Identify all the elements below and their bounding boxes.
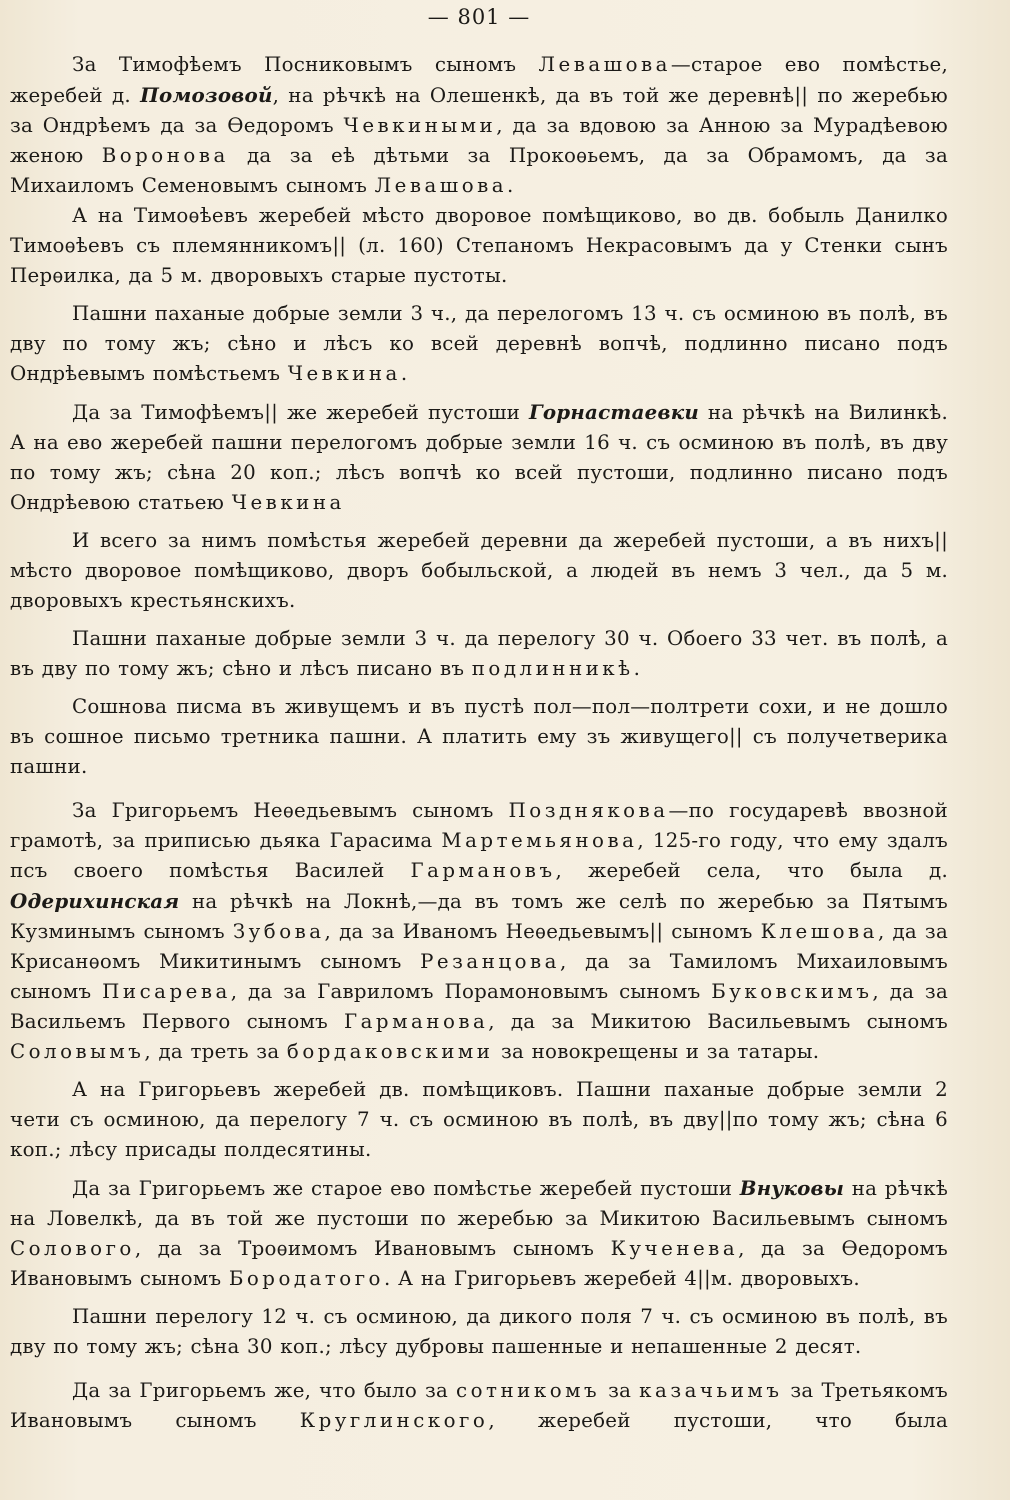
text-run: , да за Крисанѳомъ Микитинымъ сыномъ bbox=[10, 920, 949, 973]
spaced-name: Левашова bbox=[374, 174, 508, 197]
paragraph-gornastaevki bbox=[10, 397, 948, 518]
spaced-name: Солового bbox=[10, 1237, 135, 1260]
place-name: Внуковы bbox=[739, 1176, 845, 1200]
spaced-name: Гармановъ bbox=[410, 859, 556, 882]
text-run: , да за Гавриломъ Порамоновымъ сыномъ bbox=[230, 980, 712, 1003]
spaced-name: Воронова bbox=[101, 144, 229, 167]
spaced-name: Мартемьянова bbox=[441, 829, 638, 852]
spaced-name: Круглинского bbox=[299, 1409, 489, 1432]
spaced-name: подлинникѣ bbox=[471, 657, 634, 680]
text-run: , да за вдовою за Анною за Мурадѣевою женою bbox=[10, 114, 948, 167]
paragraph-posnikov bbox=[10, 50, 948, 201]
spaced-name: Позднякова bbox=[508, 799, 669, 822]
paragraph-pashni-2 bbox=[10, 624, 948, 684]
place-name: Помозовой bbox=[140, 83, 273, 107]
paragraph-dvorovoe-mesto bbox=[10, 201, 948, 291]
spaced-name: Писарева bbox=[102, 980, 231, 1003]
spaced-name: бордаковскими bbox=[286, 1040, 494, 1063]
text-run: , 125-го году, что ему здалъ псъ своего помѣстья Василей bbox=[10, 829, 948, 882]
text-run: Пашни паханые добрые земли 3 ч., да перелогомъ 13 ч. съ осминою въ полѣ, въ дву по тому жъ; сѣно и лѣсъ ко всей деревнѣ вопчѣ, подлинно писано подъ Ондрѣевымъ помѣстьемъ bbox=[10, 302, 948, 385]
page-number: — 801 — bbox=[427, 5, 531, 29]
text-run: Сошнова писма въ живущемъ и въ пустѣ пол—пол—полтрети сохи, и не дошло въ сошное письмо третника пашни. А платить ему зъ живущего|| съ получетверика пашни. bbox=[10, 695, 948, 778]
text-run: за Третьякомъ Ивановымъ сыномъ bbox=[10, 1379, 948, 1432]
paragraph-vsego bbox=[10, 526, 948, 616]
text-run: . А на Григорьевъ жеребей 4||м. дворовыхъ. bbox=[383, 1267, 860, 1290]
text-run: Да за Григорьемъ же старое ево помѣстье жеребей пустоши bbox=[72, 1177, 740, 1200]
text-run: , да за Микитою Васильевымъ сыномъ bbox=[488, 1010, 948, 1033]
spaced-name: Чевкина bbox=[287, 362, 401, 385]
spaced-name: сотникомъ bbox=[456, 1379, 601, 1402]
text-body bbox=[10, 50, 948, 1436]
spaced-name: Чевкиными bbox=[343, 114, 497, 137]
text-run: . bbox=[507, 174, 514, 197]
spaced-name: Буковскимъ bbox=[711, 980, 873, 1003]
text-run: Да за Тимофѣемъ|| же жеребей пустоши bbox=[72, 401, 529, 424]
text-run: на рѣчкѣ на Локнѣ,—да въ томъ же селѣ по жеребью за Пятымъ Кузминымъ сыномъ bbox=[10, 890, 948, 943]
text-run: , жеребей села, что была д. bbox=[555, 859, 948, 882]
text-run: . bbox=[633, 657, 641, 680]
text-run: Пашни паханые добрые земли 3 ч. да перелогу 30 ч. Обоего 33 чет. въ полѣ, а въ дву по тому жъ; сѣно и лѣсъ писано въ bbox=[10, 627, 948, 680]
spaced-name: Клешова bbox=[760, 920, 878, 943]
text-run: Да за Григорьемъ же, что было за bbox=[72, 1379, 457, 1402]
spaced-name: Кученева bbox=[610, 1237, 739, 1260]
text-run: , да за Иваномъ Неѳедьевымъ|| сыномъ bbox=[324, 920, 761, 943]
text-run: Пашни перелогу 12 ч. съ осминою, да дикого поля 7 ч. съ осминою въ полѣ, въ дву по тому жъ; сѣна 30 коп.; лѣсу дубровы пашенные и непашенные 2 десят. bbox=[10, 1305, 948, 1358]
text-run: И всего за нимъ помѣстья жеребей деревни да жеребей пустоши, а въ нихъ|| мѣсто дворовое помѣщиково, дворъ бобыльской, а людей въ немъ 3 чел., да 5 м. дворовыхъ крестьянскихъ. bbox=[10, 529, 948, 612]
text-run: А на Григорьевъ жеребей дв. помѣщиковъ. Пашни паханые добрые земли 2 чети съ осминою, да перелогу 7 ч. съ осминою въ полѣ, въ дву||по тому жъ; сѣна 6 коп.; лѣсу присады полдесятины. bbox=[10, 1078, 948, 1161]
text-run: , да за Троѳимомъ Ивановымъ сыномъ bbox=[134, 1237, 611, 1260]
text-run: За Григорьемъ Неѳедьевымъ сыномъ bbox=[72, 799, 509, 822]
paragraph-soshnova-pisma bbox=[10, 692, 948, 782]
spaced-name: Гарманова bbox=[344, 1010, 489, 1033]
spaced-name: Чевкина bbox=[231, 491, 345, 514]
text-run: . bbox=[400, 362, 408, 385]
spaced-name: Соловымъ bbox=[10, 1040, 145, 1063]
paragraph-sotnik bbox=[10, 1376, 948, 1436]
place-name: Одерихинская bbox=[10, 889, 180, 913]
text-run: за bbox=[600, 1379, 640, 1402]
text-run: за новокрещены и за татары. bbox=[493, 1040, 820, 1063]
text-run: За Тимофѣемъ Посниковымъ сыномъ bbox=[72, 53, 539, 76]
text-run: да за еѣ дѣтьми за Прокоѳьемъ, да за Обрамомъ, да за Михаиломъ Семеновымъ сыномъ bbox=[10, 144, 948, 197]
paragraph-grigoriev-zherebei bbox=[10, 1075, 948, 1165]
text-run: на рѣчкѣ на Вилинкѣ. А на ево жеребей пашни перелогомъ добрые земли 16 ч. съ осминою въ полѣ, въ дву по тому жъ; сѣна 20 коп.; лѣсъ вопчѣ ко всей пустоши, подлинно писано подъ Ондрѣевою статьею bbox=[10, 401, 948, 514]
text-run: , жеребей пустоши, что была bbox=[488, 1409, 949, 1432]
text-run: на рѣчкѣ на Ловелкѣ, да въ той же пустоши по жеребью за Микитою Васильевымъ сыномъ bbox=[10, 1177, 949, 1230]
paragraph-pashni-1 bbox=[10, 299, 948, 389]
text-run: —старое ево помѣстье, жеребей д. bbox=[10, 53, 948, 107]
paragraph-pashni-3 bbox=[10, 1302, 948, 1362]
paragraph-vnukovy bbox=[10, 1173, 948, 1294]
spaced-name: Резанцова bbox=[420, 950, 560, 973]
text-run: , да за Ѳедоромъ Ивановымъ сыномъ bbox=[10, 1237, 949, 1290]
text-run: , на рѣчкѣ на Олешенкѣ, да въ той же деревнѣ|| по жеребью за Ондрѣемъ да за Ѳедоромъ bbox=[10, 84, 948, 137]
text-run: , да треть за bbox=[144, 1040, 287, 1063]
spaced-name: казачьимъ bbox=[639, 1379, 783, 1402]
text-run: , да за Тамиломъ Михаиловымъ сыномъ bbox=[10, 950, 948, 1003]
text-run: А на Тимоѳѣевъ жеребей мѣсто дворовое помѣщиково, во дв. бобыль Данилко Тимоѳѣевъ съ племянникомъ|| (л. 160) Степаномъ Некрасовымъ да у Стенки сынъ Перѳилка, да 5 м. дворовыхъ старые пустоты. bbox=[10, 204, 948, 287]
text-run: —по государевѣ ввозной грамотѣ, за приписью дьяка Гарасима bbox=[10, 799, 948, 852]
spaced-name: Левашова bbox=[538, 53, 671, 76]
spaced-name: Зубова bbox=[232, 920, 325, 943]
place-name: Горнастаевки bbox=[528, 400, 700, 424]
paragraph-grigorii bbox=[10, 796, 948, 1067]
text-run: , да за Васильемъ Первого сыномъ bbox=[10, 980, 949, 1033]
spaced-name: Бородатого bbox=[228, 1267, 384, 1290]
